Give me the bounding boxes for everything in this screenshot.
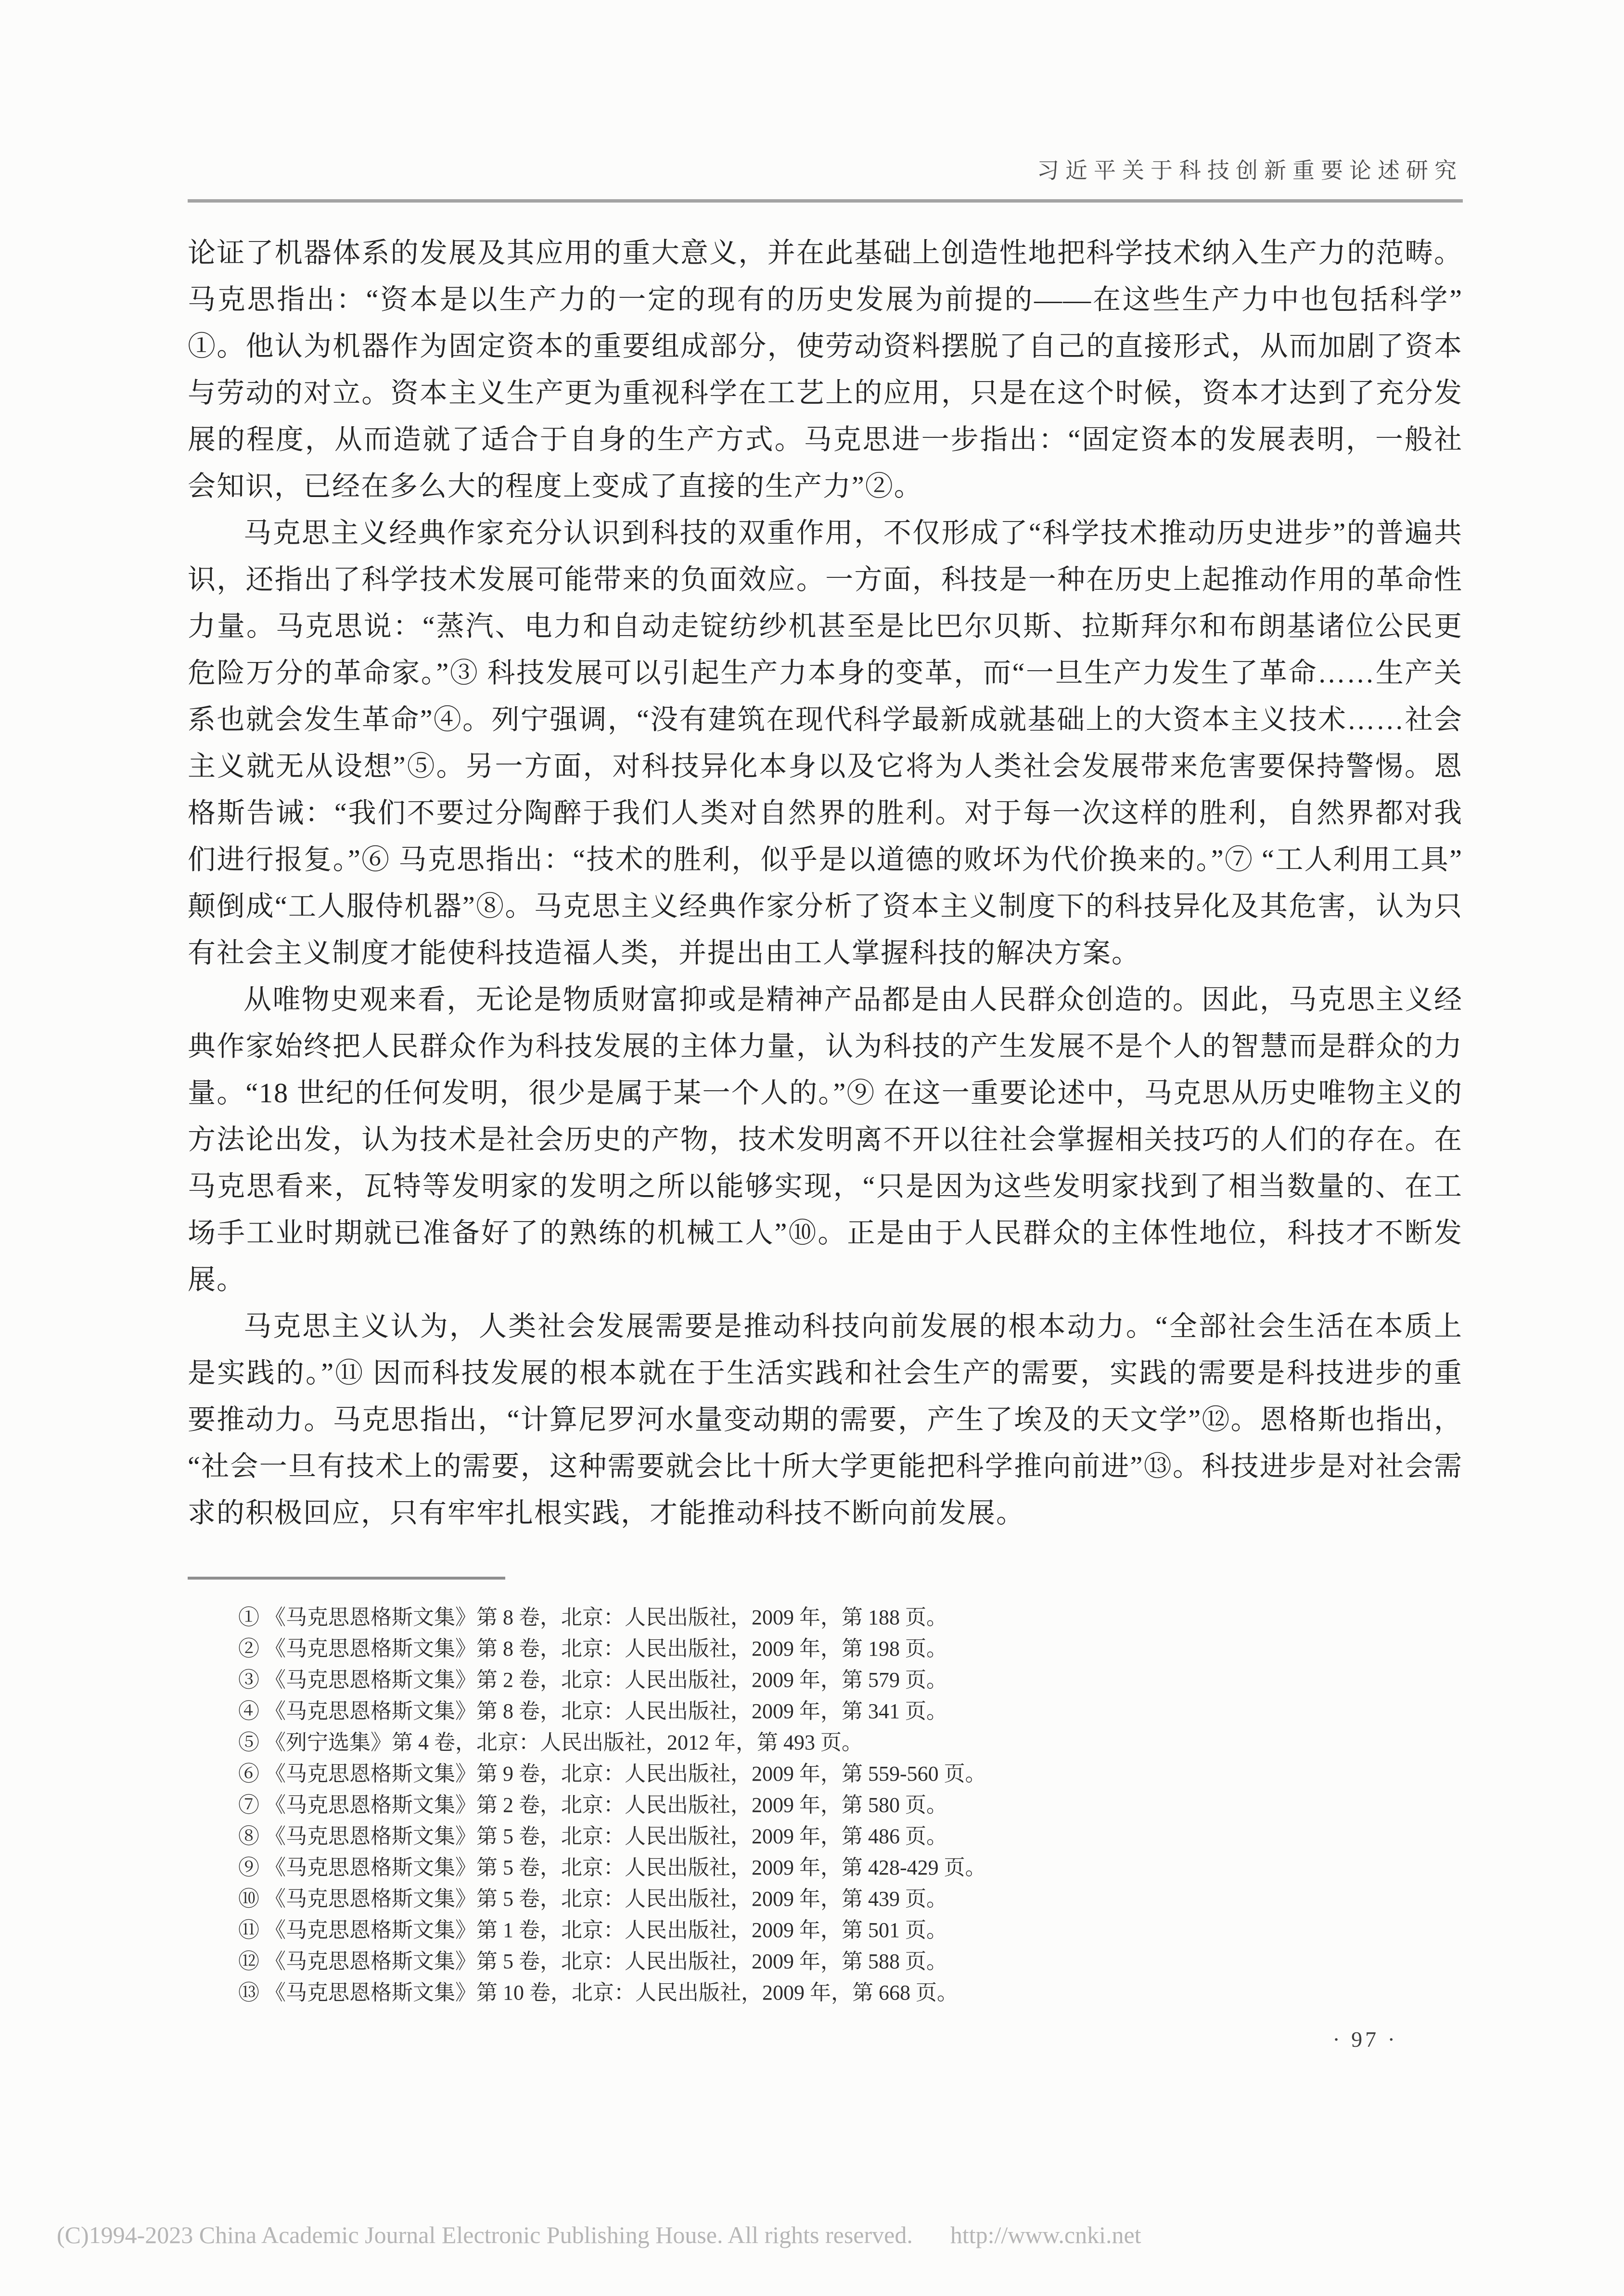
footnote-item: ③ 《马克思恩格斯文集》第 2 卷，北京：人民出版社，2009 年，第 579 页。: [238, 1668, 947, 1692]
footnote-item: ④ 《马克思恩格斯文集》第 8 卷，北京：人民出版社，2009 年，第 341 页。: [238, 1699, 947, 1723]
footnote-item: ⑦ 《马克思恩格斯文集》第 2 卷，北京：人民出版社，2009 年，第 580 页。: [238, 1793, 947, 1817]
paragraph: 论证了机器体系的发展及其应用的重大意义，并在此基础上创造性地把科学技术纳入生产力的范畴。马克思指出：“资本是以生产力的一定的现有的历史发展为前提的——在这些生产力中也包括科学”①。他认为机器作为固定资本的重要组成部分，使劳动资料摆脱了自己的直接形式，从而加剧了资本与劳动的对立。资本主义生产更为重视科学在工艺上的应用，只是在这个时候，资本才达到了充分发展的程度，从而造就了适合于自身的生产方式。马克思进一步指出：“固定资本的发展表明，一般社会知识，已经在多么大的程度上变成了直接的生产力”②。: [188, 237, 1463, 502]
footnote-item: ⑧ 《马克思恩格斯文集》第 5 卷，北京：人民出版社，2009 年，第 486 页。: [238, 1824, 947, 1848]
footer-url: http://www.cnki.net: [950, 2221, 1141, 2248]
footnote-separator: [188, 1577, 505, 1580]
article-body: [188, 230, 1463, 1536]
copyright-text: (C)1994-2023 China Academic Journal Electronic Publishing House. All rights reserved.: [57, 2221, 913, 2248]
paragraph: 马克思主义认为，人类社会发展需要是推动科技向前发展的根本动力。“全部社会生活在本质上是实践的。”⑪ 因而科技发展的根本就在于生活实践和社会生产的需要，实践的需要是科技进步的重要推动力。马克思指出，“计算尼罗河水量变动期的需要，产生了埃及的天文学”⑫。恩格斯也指出，“社会一旦有技术上的需要，这种需要就会比十所大学更能把科学推向前进”⑬。科技进步是对社会需求的积极回应，只有牢牢扎根实践，才能推动科技不断向前发展。: [188, 1311, 1463, 1529]
paragraph: 从唯物史观来看，无论是物质财富抑或是精神产品都是由人民群众创造的。因此，马克思主义经典作家始终把人民群众作为科技发展的主体力量，认为科技的产生发展不是个人的智慧而是群众的力量。“18 世纪的任何发明，很少是属于某一个人的。”⑨ 在这一重要论述中，马克思从历史唯物主义的方法论出发，认为技术是社会历史的产物，技术发明离不开以往社会掌握相关技巧的人们的存在。在马克思看来，瓦特等发明家的发明之所以能够实现，“只是因为这些发明家找到了相当数量的、在工场手工业时期就已准备好了的熟练的机械工人”⑩。正是由于人民群众的主体性地位，科技才不断发展。: [188, 984, 1463, 1295]
page-number: · 97 ·: [1332, 2027, 1398, 2052]
paragraph: 马克思主义经典作家充分认识到科技的双重作用，不仅形成了“科学技术推动历史进步”的普遍共识，还指出了科学技术发展可能带来的负面效应。一方面，科技是一种在历史上起推动作用的革命性力量。马克思说：“蒸汽、电力和自动走锭纺纱机甚至是比巴尔贝斯、拉斯拜尔和布朗基诸位公民更危险万分的革命家。”③ 科技发展可以引起生产力本身的变革，而“一旦生产力发生了革命……生产关系也就会发生革命”④。列宁强调，“没有建筑在现代科学最新成就基础上的大资本主义技术……社会主义就无从设想”⑤。另一方面，对科技异化本身以及它将为人类社会发展带来危害要保持警惕。恩格斯告诫：“我们不要过分陶醉于我们人类对自然界的胜利。对于每一次这样的胜利，自然界都对我们进行报复。”⑥ 马克思指出：“技术的胜利，似乎是以道德的败坏为代价换来的。”⑦ “工人利用工具”颠倒成“工人服侍机器”⑧。马克思主义经典作家分析了资本主义制度下的科技异化及其危害，认为只有社会主义制度才能使科技造福人类，并提出由工人掌握科技的解决方案。: [188, 517, 1463, 969]
footnote-item: ② 《马克思恩格斯文集》第 8 卷，北京：人民出版社，2009 年，第 198 页。: [238, 1637, 947, 1660]
footnote-item: ⑬ 《马克思恩格斯文集》第 10 卷，北京：人民出版社，2009 年，第 668 页。: [238, 1981, 958, 2004]
header-rule: [188, 199, 1463, 203]
footnote-item: ⑥ 《马克思恩格斯文集》第 9 卷，北京：人民出版社，2009 年，第 559-560 页。: [238, 1762, 986, 1786]
footnote-item: ⑫ 《马克思恩格斯文集》第 5 卷，北京：人民出版社，2009 年，第 588 页。: [238, 1950, 947, 1973]
running-head-title: 习近平关于科技创新重要论述研究: [1037, 158, 1463, 183]
footnote-item: ⑨ 《马克思恩格斯文集》第 5 卷，北京：人民出版社，2009 年，第 428-429 页。: [238, 1856, 986, 1879]
footnotes-list: [188, 1602, 1463, 2008]
footnote-item: ① 《马克思恩格斯文集》第 8 卷，北京：人民出版社，2009 年，第 188 页。: [238, 1606, 947, 1629]
copyright-footer: [57, 2221, 1141, 2249]
footnote-item: ⑩ 《马克思恩格斯文集》第 5 卷，北京：人民出版社，2009 年，第 439 页。: [238, 1887, 947, 1911]
footnote-item: ⑤ 《列宁选集》第 4 卷，北京：人民出版社，2012 年，第 493 页。: [238, 1731, 863, 1754]
footnote-item: ⑪ 《马克思恩格斯文集》第 1 卷，北京：人民出版社，2009 年，第 501 页。: [238, 1918, 947, 1942]
content-area: [188, 0, 1463, 2052]
